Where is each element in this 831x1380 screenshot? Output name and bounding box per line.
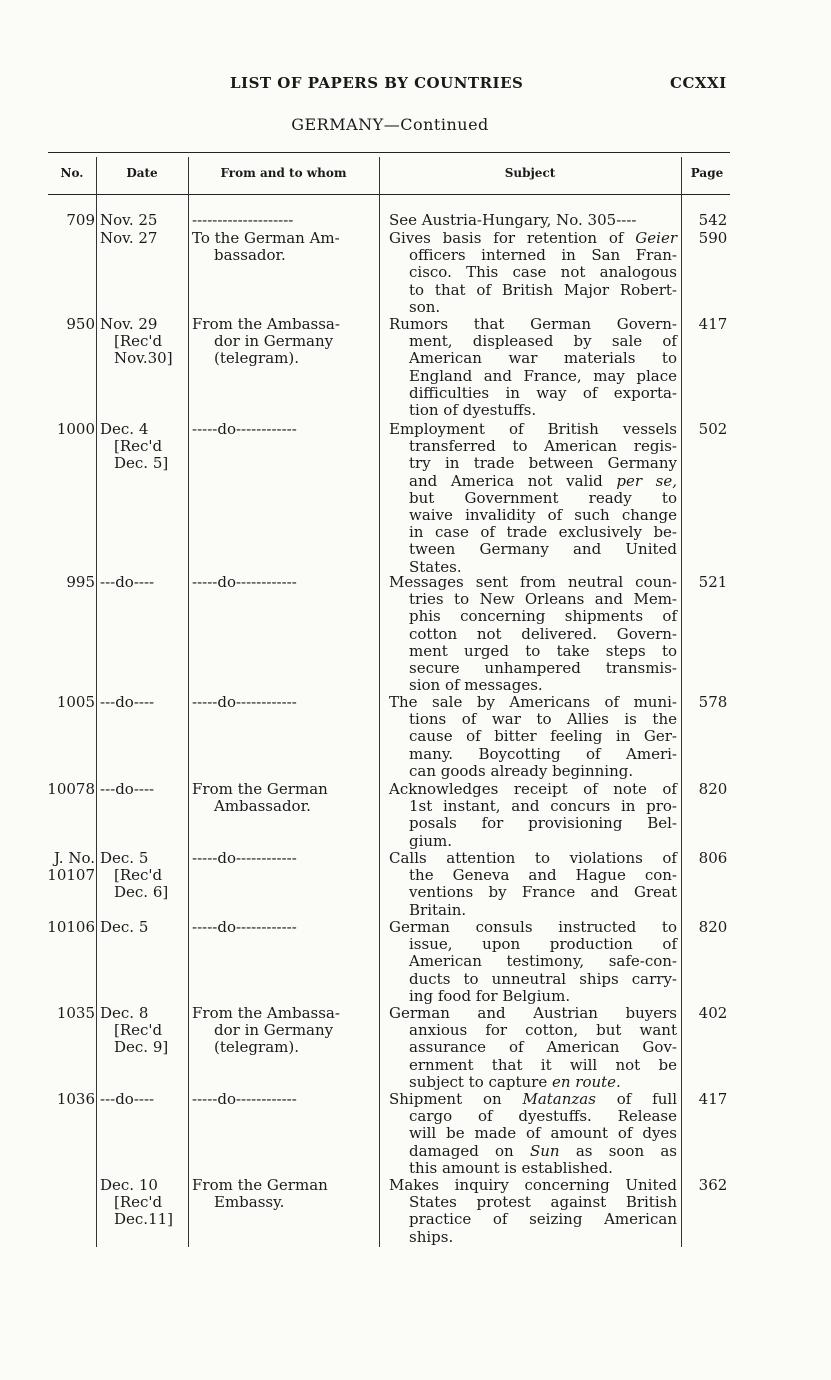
row-from-line: -----do------------ bbox=[192, 918, 297, 936]
row-date-line: Dec. 6] bbox=[114, 883, 169, 902]
row-subject-line: ventions by France and Great bbox=[409, 883, 677, 902]
row-date-line: Dec. 10 bbox=[100, 1176, 158, 1194]
row-from bbox=[192, 1091, 374, 1108]
row-date bbox=[100, 850, 186, 902]
row-subject-line: England and France, may place bbox=[409, 366, 677, 385]
row-page: 806 bbox=[698, 849, 728, 867]
row-from bbox=[192, 230, 374, 264]
row-subject-line: ing food for Belgium. bbox=[409, 986, 571, 1005]
row-page: 362 bbox=[698, 1176, 728, 1194]
row-number bbox=[40, 781, 95, 798]
row-page: 502 bbox=[698, 420, 728, 438]
row-date bbox=[100, 574, 186, 591]
row-subject-line: son. bbox=[409, 297, 441, 316]
row-subject-line: cotton not delivered. Govern- bbox=[409, 624, 677, 643]
row-date-line: Dec.11] bbox=[114, 1210, 174, 1229]
row-page: 578 bbox=[698, 693, 728, 711]
row-date-line: Dec. 8 bbox=[100, 1004, 149, 1022]
row-subject-line: in case of trade exclusively be- bbox=[409, 523, 677, 542]
column-header-no: No. bbox=[60, 166, 84, 180]
row-number bbox=[40, 694, 95, 711]
row-number bbox=[40, 919, 95, 936]
row-date-line: Nov.30] bbox=[114, 349, 173, 368]
row-subject-line: officers interned in San Fran- bbox=[409, 246, 677, 265]
row-from-line: -----do------------ bbox=[192, 1090, 297, 1108]
row-subject-line: Employment of British vessels bbox=[389, 420, 677, 438]
row-from-line: Embassy. bbox=[214, 1193, 285, 1212]
row-from bbox=[192, 781, 374, 815]
row-date-line: Dec. 4 bbox=[100, 420, 149, 438]
row-subject-line: assurance of American Gov- bbox=[409, 1038, 677, 1057]
row-from-line: From the German bbox=[192, 780, 328, 798]
row-subject-line: Gives basis for retention of Geier bbox=[389, 229, 677, 247]
row-subject bbox=[389, 850, 677, 919]
table-top-rule bbox=[48, 152, 730, 153]
row-subject-line: German and Austrian buyers bbox=[389, 1004, 677, 1022]
row-date bbox=[100, 212, 186, 229]
row-from-line: -----do------------ bbox=[192, 849, 297, 867]
row-number-line: J. No. bbox=[53, 849, 95, 867]
row-subject-line: posals for provisioning Bel- bbox=[409, 814, 677, 833]
row-from-line: From the German bbox=[192, 1176, 328, 1194]
row-from-line: From the Ambassa- bbox=[192, 1004, 340, 1022]
row-subject bbox=[389, 1005, 677, 1091]
row-date-line: Nov. 27 bbox=[100, 229, 158, 247]
row-subject-line: gium. bbox=[409, 831, 453, 850]
row-date bbox=[100, 1177, 186, 1229]
row-number-line: 10078 bbox=[47, 780, 95, 798]
row-date-line: Nov. 25 bbox=[100, 211, 158, 229]
row-from-line: -----do------------ bbox=[192, 573, 297, 591]
row-date-line: Nov. 29 bbox=[100, 315, 158, 333]
row-subject-line: Makes inquiry concerning United bbox=[389, 1176, 677, 1194]
row-from bbox=[192, 1177, 374, 1211]
row-subject-line: States protest against British bbox=[409, 1193, 677, 1212]
row-date bbox=[100, 230, 186, 247]
row-subject-line: can goods already beginning. bbox=[409, 761, 634, 780]
row-date-line: ---do---- bbox=[100, 780, 155, 798]
row-subject-line: many. Boycotting of Ameri- bbox=[409, 744, 677, 763]
row-date-line: Dec. 9] bbox=[114, 1038, 169, 1057]
row-date-line: [Rec'd bbox=[114, 332, 163, 351]
running-title: LIST OF PAPERS BY COUNTRIES bbox=[230, 74, 524, 92]
row-from bbox=[192, 421, 374, 438]
row-subject-line: ment, displeased by sale of bbox=[409, 332, 677, 351]
row-subject-line: American war materials to bbox=[409, 349, 677, 368]
row-number bbox=[40, 850, 95, 884]
row-page: 521 bbox=[698, 573, 728, 591]
row-number-line: 709 bbox=[66, 211, 95, 229]
row-subject-line: transferred to American regis- bbox=[409, 437, 677, 456]
row-date bbox=[100, 694, 186, 711]
row-subject-line: cargo of dyestuffs. Release bbox=[409, 1107, 677, 1126]
row-number-line: 1035 bbox=[56, 1004, 95, 1022]
row-from bbox=[192, 919, 374, 936]
row-subject-line: The sale by Americans of muni- bbox=[389, 693, 677, 711]
column-header-date: Date bbox=[126, 166, 158, 180]
row-subject-line: Acknowledges receipt of note of bbox=[389, 780, 677, 798]
column-header-page: Page bbox=[690, 166, 724, 180]
row-subject-line: ernment that it will not be bbox=[409, 1055, 677, 1074]
row-subject-line: will be made of amount of dyes bbox=[409, 1124, 677, 1143]
row-date-line: [Rec'd bbox=[114, 1021, 163, 1040]
column-header-from: From and to whom bbox=[220, 166, 347, 180]
row-number bbox=[40, 1091, 95, 1108]
row-subject-line: issue, upon production of bbox=[409, 935, 677, 954]
row-subject-line: sion of messages. bbox=[409, 676, 543, 695]
row-subject-line: this amount is established. bbox=[409, 1158, 613, 1177]
row-subject-line: 1st instant, and concurs in pro- bbox=[409, 797, 677, 816]
table-header-rule bbox=[48, 194, 730, 195]
row-subject-line: subject to capture en route. bbox=[409, 1072, 621, 1091]
row-page: 590 bbox=[698, 229, 728, 247]
row-date-line: Dec. 5 bbox=[100, 918, 149, 936]
row-subject-line: tween Germany and United bbox=[409, 540, 677, 559]
row-from-line: (telegram). bbox=[214, 349, 299, 368]
row-date-line: ---do---- bbox=[100, 693, 155, 711]
row-subject bbox=[389, 212, 677, 229]
row-date-line: ---do---- bbox=[100, 573, 155, 591]
row-subject-line: the Geneva and Hague con- bbox=[409, 866, 677, 885]
row-from-line: -----do------------ bbox=[192, 420, 297, 438]
row-subject-line: Britain. bbox=[409, 900, 467, 919]
row-subject bbox=[389, 230, 677, 316]
row-from-line: From the Ambassa- bbox=[192, 315, 340, 333]
row-from-line: bassador. bbox=[214, 246, 286, 265]
row-subject-line: and America not valid per se, bbox=[409, 471, 677, 490]
row-subject-line: American testimony, safe-con- bbox=[409, 952, 677, 971]
row-subject-line: tions of war to Allies is the bbox=[409, 710, 677, 729]
row-number bbox=[40, 212, 95, 229]
row-subject-line: Rumors that German Govern- bbox=[389, 315, 677, 333]
row-from-line: Ambassador. bbox=[214, 797, 311, 816]
row-subject bbox=[389, 316, 677, 419]
row-subject-line: ment urged to take steps to bbox=[409, 641, 677, 660]
row-date-line: Dec. 5 bbox=[100, 849, 149, 867]
row-number-line: 10106 bbox=[47, 918, 95, 936]
row-subject-line: States. bbox=[409, 557, 462, 576]
row-subject-line: damaged on Sun as soon as bbox=[409, 1141, 677, 1160]
row-subject-line: tries to New Orleans and Mem- bbox=[409, 590, 677, 609]
row-number-line: 1000 bbox=[56, 420, 95, 438]
row-page: 820 bbox=[698, 780, 728, 798]
row-subject-line: try in trade between Germany bbox=[409, 454, 677, 473]
row-subject-line: difficulties in way of exporta- bbox=[409, 383, 677, 402]
row-from-line: To the German Am- bbox=[192, 229, 340, 247]
row-number-line: 950 bbox=[66, 315, 95, 333]
row-number bbox=[40, 574, 95, 591]
row-from bbox=[192, 850, 374, 867]
row-date-line: [Rec'd bbox=[114, 437, 163, 456]
row-from-line: -------------------- bbox=[192, 211, 294, 229]
row-subject-line: waive invalidity of such change bbox=[409, 506, 677, 525]
row-number-line: 1005 bbox=[56, 693, 95, 711]
row-subject-line: practice of seizing American bbox=[409, 1210, 677, 1229]
row-date bbox=[100, 421, 186, 473]
row-date bbox=[100, 1005, 186, 1057]
row-number bbox=[40, 421, 95, 438]
row-number-line: 10107 bbox=[47, 866, 95, 885]
row-from bbox=[192, 212, 374, 229]
row-subject-line: Messages sent from neutral coun- bbox=[389, 573, 677, 591]
row-date bbox=[100, 919, 186, 936]
row-page: 417 bbox=[698, 1090, 728, 1108]
row-subject-line: but Government ready to bbox=[409, 488, 677, 507]
row-from bbox=[192, 574, 374, 591]
row-page: 402 bbox=[698, 1004, 728, 1022]
row-subject-line: ships. bbox=[409, 1227, 454, 1246]
row-from-line: (telegram). bbox=[214, 1038, 299, 1057]
row-number bbox=[40, 316, 95, 333]
row-number-line: 1036 bbox=[56, 1090, 95, 1108]
row-subject-line: Calls attention to violations of bbox=[389, 849, 677, 867]
row-page: 417 bbox=[698, 315, 728, 333]
row-subject-line: secure unhampered transmis- bbox=[409, 659, 677, 678]
row-date bbox=[100, 781, 186, 798]
column-divider bbox=[379, 157, 380, 1247]
row-subject-line: Shipment on Matanzas of full bbox=[389, 1090, 677, 1108]
row-from-line: dor in Germany bbox=[214, 332, 334, 351]
row-subject bbox=[389, 1091, 677, 1177]
row-subject-line: ducts to unneutral ships carry- bbox=[409, 969, 677, 988]
row-date bbox=[100, 316, 186, 368]
row-subject bbox=[389, 1177, 677, 1246]
row-page: 542 bbox=[698, 211, 728, 229]
row-subject-line: German consuls instructed to bbox=[389, 918, 677, 936]
row-subject bbox=[389, 781, 677, 850]
row-date-line: Dec. 5] bbox=[114, 454, 169, 473]
column-divider bbox=[681, 157, 682, 1247]
column-header-subject: Subject bbox=[504, 166, 556, 180]
row-number-line: 995 bbox=[66, 573, 95, 591]
row-subject-line: to that of British Major Robert- bbox=[409, 280, 677, 299]
row-date-line: [Rec'd bbox=[114, 866, 163, 885]
row-page: 820 bbox=[698, 918, 728, 936]
row-from bbox=[192, 1005, 374, 1057]
row-from bbox=[192, 694, 374, 711]
row-from bbox=[192, 316, 374, 368]
row-subject-line: anxious for cotton, but want bbox=[409, 1021, 677, 1040]
section-title: GERMANY—Continued bbox=[291, 115, 489, 134]
row-date-line: [Rec'd bbox=[114, 1193, 163, 1212]
row-subject bbox=[389, 574, 677, 694]
row-number bbox=[40, 1005, 95, 1022]
row-subject-line: phis concerning shipments of bbox=[409, 607, 677, 626]
row-subject bbox=[389, 694, 677, 780]
column-divider bbox=[188, 157, 189, 1247]
row-from-line: dor in Germany bbox=[214, 1021, 334, 1040]
row-subject-line: cause of bitter feeling in Ger- bbox=[409, 727, 677, 746]
row-date bbox=[100, 1091, 186, 1108]
row-subject-line: tion of dyestuffs. bbox=[409, 401, 537, 420]
row-from-line: -----do------------ bbox=[192, 693, 297, 711]
row-subject bbox=[389, 421, 677, 576]
page-number: CCXXI bbox=[670, 74, 727, 92]
row-date-line: ---do---- bbox=[100, 1090, 155, 1108]
row-subject-line: cisco. This case not analogous bbox=[409, 263, 677, 282]
row-subject-line: See Austria-Hungary, No. 305---- bbox=[389, 211, 637, 229]
row-subject bbox=[389, 919, 677, 1005]
column-divider bbox=[96, 157, 97, 1247]
